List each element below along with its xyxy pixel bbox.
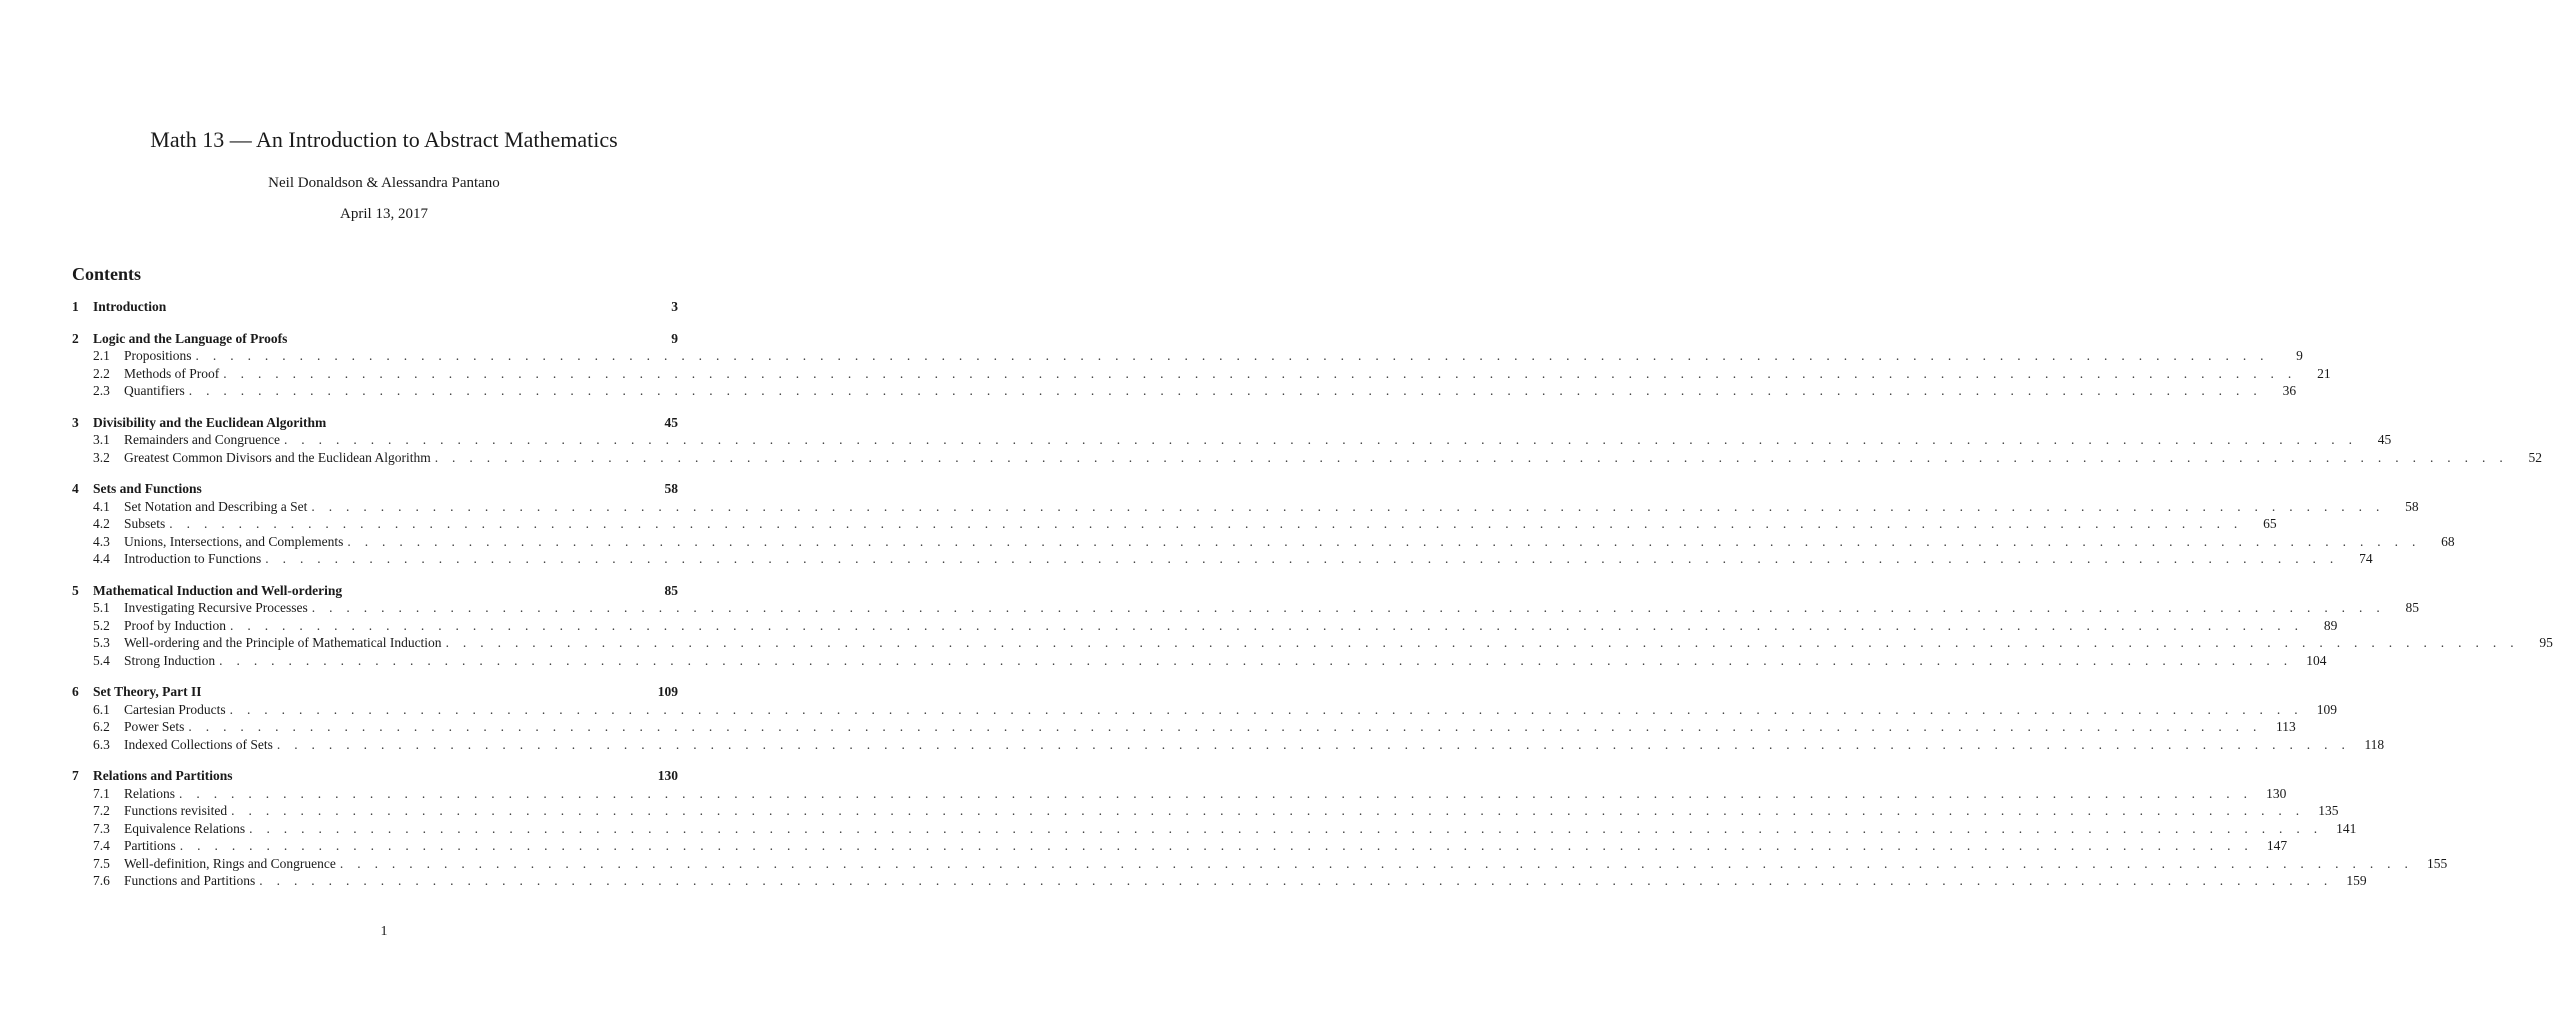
chapter-number: 6 xyxy=(72,684,79,699)
section-number: 4.4 xyxy=(93,551,110,566)
dot-leader: . . . . . . . . . . . . . . . . . . . . . . . . . . . . . . . . . . . . . . . . . . . . . . . . . . . . . . . . . . . . . . . . . . . . . . . . . . . . . . . . . . . . . . . . . . . . . . . . . . . . . . . . . . . . . . . . . . . . . . . . xyxy=(311,600,2386,615)
chapter-title: Divisibility and the Euclidean Algorithm xyxy=(93,414,327,430)
chapter-page-number: 45 xyxy=(664,414,678,430)
dot-leader: . . . . . . . . . . . . . . . . . . . . . . . . . . . . . . . . . . . . . . . . . . . . . . . . . . . . . . . . . . . . . . . . . . . . . . . . . . . . . . . . . . . . . . . . . . . . . . . . . . . . . . . . . . . . . . . . . . . . . . . . xyxy=(249,820,2323,836)
section-number: 2.2 xyxy=(93,365,110,381)
document-authors: Neil Donaldson & Alessandra Pantano xyxy=(268,175,500,191)
section-number: 7.5 xyxy=(93,855,110,871)
section-page-number: 52 xyxy=(2528,449,2543,465)
toc-chapter-entry[interactable] xyxy=(72,331,678,349)
section-title: Well-ordering and the Principle of Mathematical Induction xyxy=(124,635,442,650)
dot-leader: . . . . . . . . . . . . . . . . . . . . . . . . . . . . . . . . . . . . . . . . . . . . . . . . . . . . . . . . . . . . . . . . . . . . . . . . . . . . . . . . . . . . . . . . . . . . . . . . . . . . . . . . . . . . . . . . . . . . . . . . xyxy=(339,855,2414,871)
toc-section-entry[interactable] xyxy=(72,635,2553,653)
toc-chapter-entry[interactable] xyxy=(72,684,678,702)
section-number: 3.2 xyxy=(93,449,110,465)
section-title: Well-definition, Rings and Congruence xyxy=(124,855,336,871)
chapter-page-number: 85 xyxy=(664,582,678,598)
section-number: 3.1 xyxy=(93,432,110,447)
section-number: 6.2 xyxy=(93,719,110,734)
page-number: 1 xyxy=(380,924,388,939)
toc-section-entry[interactable] xyxy=(72,701,2337,720)
toc-chapter xyxy=(72,299,678,317)
section-number: 5.2 xyxy=(93,617,110,633)
section-title: Partitions xyxy=(124,838,176,853)
toc-chapter xyxy=(72,414,2543,468)
dot-leader: . . . . . . . . . . . . . . . . . . . . . . . . . . . . . . . . . . . . . . . . . . . . . . . . . . . . . . . . . . . . . . . . . . . . . . . . . . . . . . . . . . . . . . . . . . . . . . . . . . . . . . . . . . . . . . . . . . . . . . . . xyxy=(265,551,2339,566)
dot-leader: . . . . . . . . . . . . . . . . . . . . . . . . . . . . . . . . . . . . . . . . . . . . . . . . . . . . . . . . . . . . . . . . . . . . . . . . . . . . . . . . . . . . . . . . . . . . . . . . . . . . . . . . . . . . . . . . . . . . . . . . xyxy=(230,617,2304,633)
section-number: 4.3 xyxy=(93,533,110,549)
chapter-page-number: 58 xyxy=(664,481,678,496)
dot-leader: . . . . . . . . . . . . . . . . . . . . . . . . . . . . . . . . . . . . . . . . . . . . . . . . . . . . . . . . . . . . . . . . . . . . . . . . . . . . . . . . . . . . . . . . . . . . . . . . . . . . . . . . . . . . . . . . . . . . . . . . xyxy=(179,838,2254,853)
chapter-title: Logic and the Language of Proofs xyxy=(93,330,288,346)
chapter-page-number: 109 xyxy=(657,684,678,699)
section-page-number: 159 xyxy=(2346,873,2367,888)
section-page-number: 21 xyxy=(2317,365,2331,381)
section-title: Subsets xyxy=(124,516,166,531)
toc-section-entry[interactable] xyxy=(72,855,2448,874)
section-title: Methods of Proof xyxy=(124,365,220,381)
chapter-page-number: 9 xyxy=(671,330,678,346)
toc-chapter xyxy=(72,481,2455,569)
dot-leader: . . . . . . . . . . . . . . . . . . . . . . . . . . . . . . . . . . . . . . . . . . . . . . . . . . . . . . . . . . . . . . . . . . . . . . . . . . . . . . . . . . . . . . . . . . . . . . . . . . . . . . . . . . . . . . . . . . . . . . . . xyxy=(169,516,2243,531)
section-number: 2.1 xyxy=(93,348,110,363)
document-title: Math 13 — An Introduction to Abstract Mathematics xyxy=(150,127,618,152)
section-page-number: 9 xyxy=(2296,348,2303,363)
section-title: Strong Induction xyxy=(124,652,216,668)
section-title: Power Sets xyxy=(124,719,185,734)
section-number: 7.3 xyxy=(93,820,110,836)
toc-section-entry[interactable] xyxy=(72,365,2331,384)
toc-section-entry[interactable] xyxy=(72,383,2297,401)
dot-leader: . . . . . . . . . . . . . . . . . . . . . . . . . . . . . . . . . . . . . . . . . . . . . . . . . . . . . . . . . . . . . . . . . . . . . . . . . . . . . . . . . . . . . . . . . . . . . . . . . . . . . . . . . . . . . . . . . . . . . . . . xyxy=(283,432,2358,447)
section-title: Remainders and Congruence xyxy=(124,432,280,447)
section-title: Quantifiers xyxy=(124,383,185,398)
dot-leader: . . . . . . . . . . . . . . . . . . . . . . . . . . . . . . . . . . . . . . . . . . . . . . . . . . . . . . . . . . . . . . . . . . . . . . . . . . . . . . . . . . . . . . . . . . . . . . . . . . . . . . . . . . . . . . . . . . . . . . . . xyxy=(231,803,2305,818)
toc-chapter xyxy=(72,684,2385,754)
section-page-number: 95 xyxy=(2539,635,2553,650)
section-number: 5.3 xyxy=(93,635,110,650)
toc-section-entry[interactable] xyxy=(72,873,2367,891)
chapter-number: 5 xyxy=(72,582,79,598)
section-page-number: 141 xyxy=(2336,820,2357,836)
section-page-number: 104 xyxy=(2306,652,2327,668)
section-title: Unions, Intersections, and Complements xyxy=(124,533,344,549)
section-number: 4.2 xyxy=(93,516,110,531)
toc-section-entry[interactable] xyxy=(72,498,2419,517)
toc-section-entry[interactable] xyxy=(72,516,2277,534)
section-title: Cartesian Products xyxy=(124,701,226,717)
dot-leader: . . . . . . . . . . . . . . . . . . . . . . . . . . . . . . . . . . . . . . . . . . . . . . . . . . . . . . . . . . . . . . . . . . . . . . . . . . . . . . . . . . . . . . . . . . . . . . . . . . . . . . . . . . . . . . . . . . . . . . . . xyxy=(259,873,2333,888)
section-page-number: 135 xyxy=(2318,803,2339,818)
toc-section-entry[interactable] xyxy=(72,617,2338,636)
section-title: Functions and Partitions xyxy=(124,873,256,888)
toc-section-entry[interactable] xyxy=(72,803,2339,821)
section-page-number: 113 xyxy=(2275,719,2296,734)
section-number: 5.1 xyxy=(93,600,110,615)
section-number: 2.3 xyxy=(93,383,110,398)
dot-leader: . . . . . . . . . . . . . . . . . . . . . . . . . . . . . . . . . . . . . . . . . . . . . . . . . . . . . . . . . . . . . . . . . . . . . . . . . . . . . . . . . . . . . . . . . . . . . . . . . . . . . . . . . . . . . . . . . . . . . . . . xyxy=(434,449,2509,465)
toc-section-entry[interactable] xyxy=(72,652,2327,671)
chapter-title: Introduction xyxy=(93,299,167,314)
section-title: Greatest Common Divisors and the Euclidean Algorithm xyxy=(124,449,431,465)
section-title: Propositions xyxy=(124,348,192,363)
section-page-number: 118 xyxy=(2364,736,2385,752)
dot-leader: . . . . . . . . . . . . . . . . . . . . . . . . . . . . . . . . . . . . . . . . . . . . . . . . . . . . . . . . . . . . . . . . . . . . . . . . . . . . . . . . . . . . . . . . . . . . . . . . . . . . . . . . . . . . . . . . . . . . . . . . xyxy=(347,533,2421,549)
section-number: 6.3 xyxy=(93,736,110,752)
section-number: 7.4 xyxy=(93,838,110,853)
section-title: Introduction to Functions xyxy=(124,551,262,566)
section-page-number: 85 xyxy=(2405,600,2420,615)
toc-section-entry[interactable] xyxy=(72,533,2455,552)
section-number: 7.6 xyxy=(93,873,110,888)
table-of-contents xyxy=(72,299,2553,905)
toc-section-entry[interactable] xyxy=(72,551,2373,569)
toc-section-entry[interactable] xyxy=(72,719,2296,737)
section-page-number: 109 xyxy=(2316,701,2337,717)
chapter-number: 3 xyxy=(72,414,79,430)
chapter-number: 7 xyxy=(72,768,79,783)
chapter-title: Mathematical Induction and Well-ordering xyxy=(93,582,343,598)
section-page-number: 155 xyxy=(2426,855,2448,871)
dot-leader: . . . . . . . . . . . . . . . . . . . . . . . . . . . . . . . . . . . . . . . . . . . . . . . . . . . . . . . . . . . . . . . . . . . . . . . . . . . . . . . . . . . . . . . . . . . . . . . . . . . . . . . . . . . . . . . . . . . . . . . . xyxy=(195,348,2269,363)
section-page-number: 147 xyxy=(2266,838,2288,853)
section-page-number: 36 xyxy=(2282,383,2297,398)
section-title: Investigating Recursive Processes xyxy=(124,600,308,615)
dot-leader: . . . . . . . . . . . . . . . . . . . . . . . . . . . . . . . . . . . . . . . . . . . . . . . . . . . . . . . . . . . . . . . . . . . . . . . . . . . . . . . . . . . . . . . . . . . . . . . . . . . . . . . . . . . . . . . . . . . . . . . . xyxy=(311,498,2385,514)
toc-chapter xyxy=(72,330,2331,401)
toc-section-entry[interactable] xyxy=(72,449,2543,468)
section-title: Functions revisited xyxy=(124,803,228,818)
dot-leader: . . . . . . . . . . . . . . . . . . . . . . . . . . . . . . . . . . . . . . . . . . . . . . . . . . . . . . . . . . . . . . . . . . . . . . . . . . . . . . . . . . . . . . . . . . . . . . . . . . . . . . . . . . . . . . . . . . . . . . . . xyxy=(229,701,2303,717)
toc-chapter-entry[interactable] xyxy=(72,481,678,499)
section-page-number: 68 xyxy=(2441,533,2455,549)
dot-leader: . . . . . . . . . . . . . . . . . . . . . . . . . . . . . . . . . . . . . . . . . . . . . . . . . . . . . . . . . . . . . . . . . . . . . . . . . . . . . . . . . . . . . . . . . . . . . . . . . . . . . . . . . . . . . . . . . . . . . . . . xyxy=(223,365,2297,381)
toc-section-entry[interactable] xyxy=(72,736,2385,755)
toc-section-entry[interactable] xyxy=(72,600,2420,618)
chapter-page-number: 130 xyxy=(657,768,678,783)
chapter-page-number: 3 xyxy=(671,299,678,314)
toc-chapter-entry[interactable] xyxy=(72,768,678,786)
dot-leader: . . . . . . . . . . . . . . . . . . . . . . . . . . . . . . . . . . . . . . . . . . . . . . . . . . . . . . . . . . . . . . . . . . . . . . . . . . . . . . . . . . . . . . . . . . . . . . . . . . . . . . . . . . . . . . . . . . . . . . . . xyxy=(188,719,2262,734)
toc-section-entry[interactable] xyxy=(72,432,2392,450)
dot-leader: . . . . . . . . . . . . . . . . . . . . . . . . . . . . . . . . . . . . . . . . . . . . . . . . . . . . . . . . . . . . . . . . . . . . . . . . . . . . . . . . . . . . . . . . . . . . . . . . . . . . . . . . . . . . . . . . . . . . . . . . xyxy=(188,383,2263,398)
toc-section-entry[interactable] xyxy=(72,785,2287,804)
document-date: April 13, 2017 xyxy=(340,206,428,222)
toc-section-entry[interactable] xyxy=(72,838,2288,856)
section-page-number: 45 xyxy=(2377,432,2392,447)
section-page-number: 130 xyxy=(2266,785,2287,801)
section-number: 5.4 xyxy=(93,652,110,668)
dot-leader: . . . . . . . . . . . . . . . . . . . . . . . . . . . . . . . . . . . . . . . . . . . . . . . . . . . . . . . . . . . . . . . . . . . . . . . . . . . . . . . . . . . . . . . . . . . . . . . . . . . . . . . . . . . . . . . . . . . . . . . . xyxy=(445,635,2519,650)
toc-chapter-entry[interactable] xyxy=(72,583,678,601)
toc-chapter-entry[interactable] xyxy=(72,415,678,433)
section-title: Equivalence Relations xyxy=(124,820,246,836)
section-number: 7.2 xyxy=(93,803,110,818)
contents-heading: Contents xyxy=(72,264,142,284)
chapter-number: 4 xyxy=(72,481,79,496)
toc-chapter-entry[interactable] xyxy=(72,299,678,317)
chapter-title: Set Theory, Part II xyxy=(93,684,202,699)
section-page-number: 74 xyxy=(2359,551,2373,566)
section-page-number: 89 xyxy=(2323,617,2338,633)
section-title: Relations xyxy=(124,785,175,801)
toc-section-entry[interactable] xyxy=(72,820,2357,839)
section-title: Proof by Induction xyxy=(124,617,226,633)
dot-leader: . . . . . . . . . . . . . . . . . . . . . . . . . . . . . . . . . . . . . . . . . . . . . . . . . . . . . . . . . . . . . . . . . . . . . . . . . . . . . . . . . . . . . . . . . . . . . . . . . . . . . . . . . . . . . . . . . . . . . . . . xyxy=(179,785,2253,801)
chapter-number: 2 xyxy=(72,330,79,346)
section-page-number: 58 xyxy=(2405,498,2419,514)
chapter-title: Sets and Functions xyxy=(93,481,202,496)
section-number: 6.1 xyxy=(93,701,110,717)
section-number: 7.1 xyxy=(93,785,110,801)
toc-section-entry[interactable] xyxy=(72,348,2303,366)
toc-chapter xyxy=(72,768,2448,891)
toc-chapter xyxy=(72,582,2553,671)
chapter-number: 1 xyxy=(72,299,79,314)
section-page-number: 65 xyxy=(2263,516,2277,531)
dot-leader: . . . . . . . . . . . . . . . . . . . . . . . . . . . . . . . . . . . . . . . . . . . . . . . . . . . . . . . . . . . . . . . . . . . . . . . . . . . . . . . . . . . . . . . . . . . . . . . . . . . . . . . . . . . . . . . . . . . . . . . . xyxy=(219,652,2293,668)
dot-leader: . . . . . . . . . . . . . . . . . . . . . . . . . . . . . . . . . . . . . . . . . . . . . . . . . . . . . . . . . . . . . . . . . . . . . . . . . . . . . . . . . . . . . . . . . . . . . . . . . . . . . . . . . . . . . . . . . . . . . . . . xyxy=(276,736,2351,752)
chapter-title: Relations and Partitions xyxy=(93,768,233,783)
section-title: Set Notation and Describing a Set xyxy=(124,498,308,514)
section-number: 4.1 xyxy=(93,498,110,514)
section-title: Indexed Collections of Sets xyxy=(124,736,273,752)
